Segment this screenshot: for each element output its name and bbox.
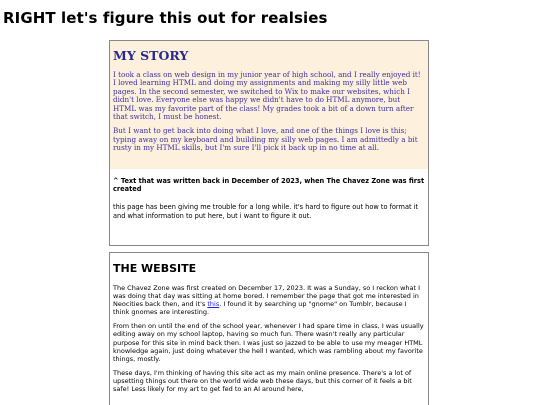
story-paragraph-1: I took a class on web design in my junior year of high school, and I really enjoyed it! I loved learning HTML and doing my assignments and making my silly little web pages. In the second semester, we switched to Wix to make our websites, which I didn't love. Everyone else was happy we didn't have to do HTML anymore, but HTML was my favorite part of the class! My grades took a bit of a down turn after that switch, I must be honest. [113, 70, 421, 122]
story-note: this page has been giving me trouble for a long while. it's hard to figure out how to format it and what information to put here, but i want to figure it out. [113, 203, 419, 220]
website-title: THE WEBSITE [113, 262, 197, 275]
story-panel [110, 41, 428, 169]
website-paragraph-1-start: The Chavez Zone was first created on December 17, 2023. It was a Sunday, so I reckon what I was doing that day was sitting at home bored. I remember the page that got me interested in Neocities back then, and it's [113, 284, 421, 309]
story-caption: ^ Text that was written back in December of 2023, when The Chavez Zone was first created [113, 177, 425, 194]
my-story-section [109, 40, 429, 246]
website-paragraph-3: These days, I'm thinking of having this site act as my main online presence. There's a lot of upsetting things out there on the world wide web these days, but this corner of it feels a bit safe! Less likely for my art to get fed to an AI around here, [113, 368, 412, 394]
website-paragraph-1-end: . I found it by searching up "gnome" on Tumblr, because I think gnomes are interesting. [113, 300, 407, 317]
website-paragraph-2: From then on until the end of the school year, whenever I had spare time in class, I was usually editing away on my school laptop, having so much fun. There wasn't really any particular purpose for this site in mind back then. I was just so jazzed to be able to use my meager HTML knowledge again, just doing whatever the hell I wanted, which was rambling about my favorite things, mostly. [113, 322, 424, 363]
website-paragraph-1 [113, 284, 425, 316]
website-section [109, 252, 429, 405]
this-link[interactable]: this [207, 300, 220, 309]
story-paragraph-2: But I want to get back into doing what I love, and one of the things I love is this; typing away on my keyboard and building my silly web pages. I am admittedly a bit rusty in my HTML skills, but I'm sure I'll pick it back up in no time at all. [113, 126, 418, 153]
page-title: RIGHT let's figure this out for realsies [3, 9, 328, 27]
story-title: MY STORY [113, 48, 189, 63]
